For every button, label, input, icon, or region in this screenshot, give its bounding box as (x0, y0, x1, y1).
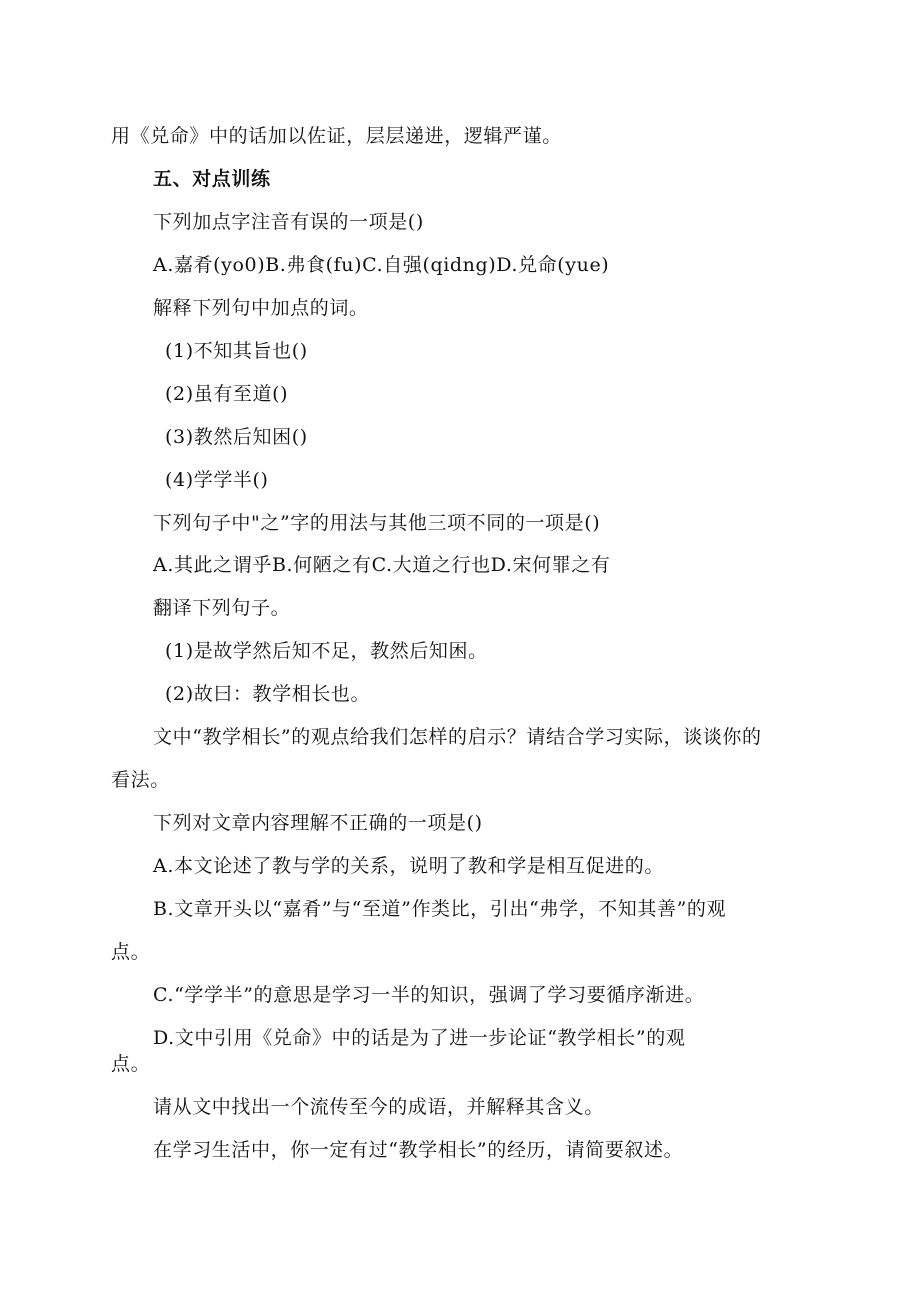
sub-item: (2)虽有至道() (165, 383, 289, 405)
sub-item: (3)教然后知困() (165, 426, 308, 448)
answer-option: A.本文论述了教与学的关系，说明了教和学是相互促进的。 (153, 855, 664, 877)
question-text: 翻译下列句子。 (153, 597, 291, 619)
sub-item: (2)故曰：教学相长也。 (165, 683, 371, 705)
question-text: 请从文中找出一个流传至今的成语，并解释其含义。 (153, 1096, 604, 1118)
question-text: 解释下列句中加点的词。 (153, 297, 369, 319)
sub-item: (1)不知其旨也() (165, 340, 308, 362)
question-text: 下列对文章内容理解不正确的一项是() (153, 812, 483, 834)
sub-item: (4)学学半() (165, 469, 269, 491)
answer-option-continued: 点。 (111, 941, 151, 963)
question-text: 下列句子中"之”字的用法与其他三项不同的一项是() (153, 512, 601, 534)
answer-options: A.嘉肴(yo0)B.弗食(fu)C.自强(qidng)D.兑命(yue) (153, 254, 610, 276)
answer-option: B.文章开头以“嘉肴”与“至道”作类比，引出“弗学，不知其善”的观 (153, 898, 727, 920)
question-text: 文中“教学相长”的观点给我们怎样的启示？请结合学习实际，谈谈你的 (153, 726, 762, 748)
question-text: 在学习生活中，你一定有过“教学相长”的经历，请简要叙述。 (153, 1139, 684, 1161)
question-text: 下列加点字注音有误的一项是() (153, 211, 424, 233)
section-heading: 五、对点训练 (153, 168, 271, 190)
answer-options: A.其此之谓乎B.何陋之有C.大道之行也D.宋何罪之有 (153, 554, 611, 576)
sub-item: (1)是故学然后知不足，教然后知困。 (165, 640, 488, 662)
text-line: 用《兑命》中的话加以佐证，层层递进，逻辑严谨。 (111, 125, 562, 147)
answer-option: D.文中引用《兑命》中的话是为了进一步论证“教学相长”的观 (153, 1027, 686, 1049)
answer-option: C.“学学半”的意思是学习一半的知识，强调了学习要循序渐进。 (153, 984, 705, 1006)
question-text-continued: 看法。 (111, 769, 170, 791)
answer-option-continued: 点。 (111, 1053, 151, 1075)
